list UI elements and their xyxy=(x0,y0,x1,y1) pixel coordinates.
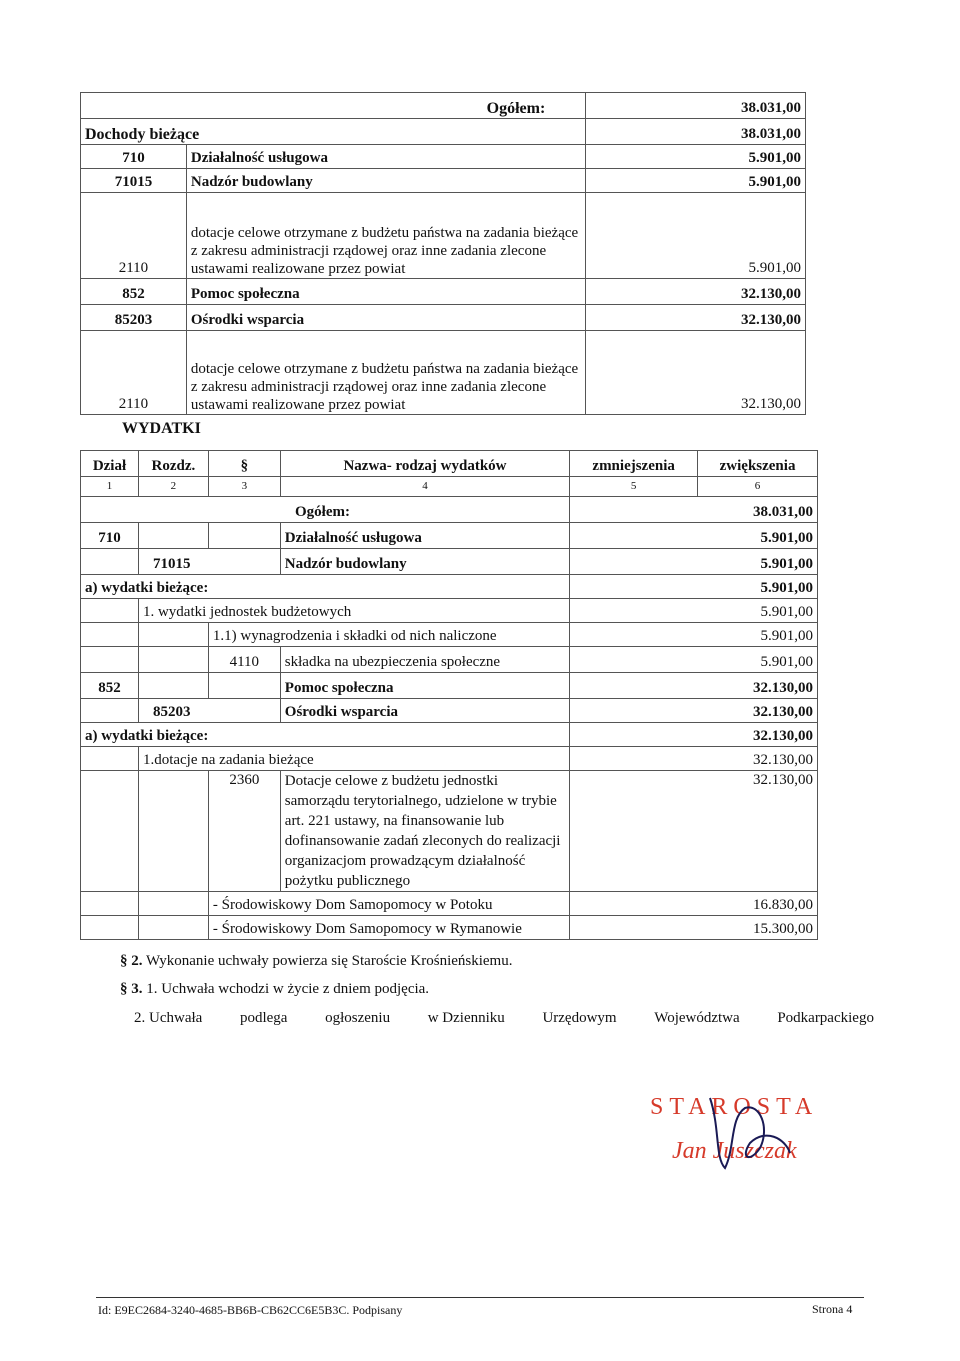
paragraph-3-2 xyxy=(134,1010,874,1027)
table-row xyxy=(81,549,818,575)
row-dzial: 852 xyxy=(81,673,139,699)
row-current-label: a) wydatki bieżące: xyxy=(81,575,570,599)
row-label: - Środowiskowy Dom Samopomocy w Rymanowie xyxy=(208,916,569,940)
table-row xyxy=(81,647,818,673)
header-name: Nazwa- rodzaj wydatków xyxy=(280,451,569,477)
footer-id: Id: E9EC2684-3240-4685-BB6B-CB62CC6E5B3C. Podpisany xyxy=(98,1303,403,1317)
expenses-header-row xyxy=(81,451,818,477)
row-value: 32.130,00 xyxy=(570,747,818,771)
table-row xyxy=(81,916,818,940)
header-par: § xyxy=(208,451,280,477)
expenses-heading: WYDATKI xyxy=(122,420,201,437)
table-row xyxy=(81,673,818,699)
income-name: dotacje celowe otrzymane z budżetu państwa na zadania bieżące z zakresu administracji rządowej oraz inne zadania zlecone ustawami realizowane przez powiat xyxy=(186,331,585,415)
colnum: 6 xyxy=(698,477,818,497)
income-value: 5.901,00 xyxy=(586,193,806,279)
colnum: 2 xyxy=(138,477,208,497)
paragraph-2-text: Wykonanie uchwały powierza się Staroście Krośnieńskiemu. xyxy=(145,953,513,969)
income-par: 2110 xyxy=(81,331,187,415)
row-value: 5.901,00 xyxy=(570,575,818,599)
income-total-label: Ogółem: xyxy=(186,93,585,119)
paragraph-word: Urzędowym xyxy=(542,1010,617,1026)
income-value: 32.130,00 xyxy=(586,331,806,415)
row-name: składka na ubezpieczenia społeczne xyxy=(280,647,569,673)
table-row xyxy=(81,523,818,549)
row-value: 16.830,00 xyxy=(570,892,818,916)
income-value: 32.130,00 xyxy=(586,279,806,305)
colnum: 4 xyxy=(280,477,569,497)
row-value: 32.130,00 xyxy=(570,771,818,892)
header-dzial: Dział xyxy=(81,451,139,477)
row-label: 1. wydatki jednostek budżetowych xyxy=(138,599,569,623)
row-par: 2360 xyxy=(208,771,280,892)
paragraph-word: ogłoszeniu xyxy=(325,1010,391,1026)
paragraph-3-symbol: § 3. xyxy=(120,981,143,997)
header-rozdz: Rozdz. xyxy=(138,451,208,477)
income-total-value: 38.031,00 xyxy=(586,93,806,119)
row-label: 1.1) wynagrodzenia i składki od nich naliczone xyxy=(208,623,569,647)
row-rozdz: 85203 xyxy=(138,699,280,723)
paragraph-word: podlega xyxy=(239,1010,288,1026)
expenses-table xyxy=(80,450,818,940)
row-name: Działalność usługowa xyxy=(280,523,569,549)
row-rozdz: 71015 xyxy=(138,549,280,575)
row-value: 5.901,00 xyxy=(570,599,818,623)
row-name: Ośrodki wsparcia xyxy=(280,699,569,723)
row-value: 5.901,00 xyxy=(570,647,818,673)
income-value: 5.901,00 xyxy=(586,169,806,193)
table-row xyxy=(81,771,818,892)
income-name: Nadzór budowlany xyxy=(186,169,585,193)
income-value: 5.901,00 xyxy=(586,145,806,169)
income-total-row xyxy=(81,93,806,119)
income-row xyxy=(81,119,806,145)
row-value: 15.300,00 xyxy=(570,916,818,940)
signature-icon xyxy=(690,1088,800,1178)
income-name: Pomoc społeczna xyxy=(186,279,585,305)
paragraph-word: Województwa xyxy=(654,1010,740,1026)
income-table xyxy=(80,92,806,415)
income-row xyxy=(81,305,806,331)
row-value: 5.901,00 xyxy=(570,523,818,549)
footer-page: Strona 4 xyxy=(812,1302,853,1316)
income-par: 2110 xyxy=(81,193,187,279)
row-value: 5.901,00 xyxy=(570,549,818,575)
expenses-total-value: 38.031,00 xyxy=(570,497,818,523)
colnum: 1 xyxy=(81,477,139,497)
row-value: 32.130,00 xyxy=(570,699,818,723)
expenses-total-row xyxy=(81,497,818,523)
header-increase: zwiększenia xyxy=(698,451,818,477)
table-row xyxy=(81,699,818,723)
table-row xyxy=(81,575,818,599)
income-row xyxy=(81,169,806,193)
table-row xyxy=(81,623,818,647)
row-label: 1.dotacje na zadania bieżące xyxy=(138,747,569,771)
row-value: 5.901,00 xyxy=(570,623,818,647)
income-rozdz: 71015 xyxy=(81,169,187,193)
row-current-label: a) wydatki bieżące: xyxy=(81,723,570,747)
paragraph-word: w Dzienniku xyxy=(427,1010,505,1026)
income-dzial: 710 xyxy=(81,145,187,169)
income-rozdz: 85203 xyxy=(81,305,187,331)
row-value: 32.130,00 xyxy=(570,723,818,747)
row-label: - Środowiskowy Dom Samopomocy w Potoku xyxy=(208,892,569,916)
table-row xyxy=(81,723,818,747)
income-current-value: 38.031,00 xyxy=(586,119,806,145)
footer-divider xyxy=(96,1297,864,1298)
row-value: 32.130,00 xyxy=(570,673,818,699)
stamp-name: Jan Juszczak xyxy=(672,1138,797,1164)
income-row xyxy=(81,193,806,279)
income-current-label: Dochody bieżące xyxy=(81,119,586,145)
income-name: Działalność usługowa xyxy=(186,145,585,169)
table-row xyxy=(81,892,818,916)
table-row xyxy=(81,747,818,771)
income-row xyxy=(81,145,806,169)
colnum: 5 xyxy=(570,477,698,497)
paragraph-3 xyxy=(120,981,429,998)
income-value: 32.130,00 xyxy=(586,305,806,331)
row-name: Pomoc społeczna xyxy=(280,673,569,699)
table-row xyxy=(81,599,818,623)
income-row xyxy=(81,279,806,305)
header-decrease: zmniejszenia xyxy=(570,451,698,477)
income-name: dotacje celowe otrzymane z budżetu państwa na zadania bieżące z zakresu administracji rządowej oraz inne zadania zlecone ustawami realizowane przez powiat xyxy=(186,193,585,279)
expenses-colnum-row xyxy=(81,477,818,497)
paragraph-3-text: 1. Uchwała wchodzi w życie z dniem podjęcia. xyxy=(146,981,430,997)
stamp-title: STAROSTA xyxy=(650,1094,819,1120)
row-name: Nadzór budowlany xyxy=(280,549,569,575)
paragraph-2 xyxy=(120,953,512,970)
colnum: 3 xyxy=(208,477,280,497)
income-row xyxy=(81,331,806,415)
income-dzial: 852 xyxy=(81,279,187,305)
paragraph-word: Podkarpackiego xyxy=(777,1010,874,1026)
row-dzial: 710 xyxy=(81,523,139,549)
paragraph-word: 2. Uchwała xyxy=(134,1010,203,1026)
income-name: Ośrodki wsparcia xyxy=(186,305,585,331)
expenses-total-label: Ogółem: xyxy=(81,497,570,523)
row-par: 4110 xyxy=(208,647,280,673)
paragraph-2-symbol: § 2. xyxy=(120,953,143,969)
row-name: Dotacje celowe z budżetu jednostki samorządu terytorialnego, udzielone w trybie art. 221 ustawy, na finansowanie lub dofinansowanie zadań zleconych do realizacji organizacjom prowadzącym działalność pożytku publicznego xyxy=(280,771,569,892)
